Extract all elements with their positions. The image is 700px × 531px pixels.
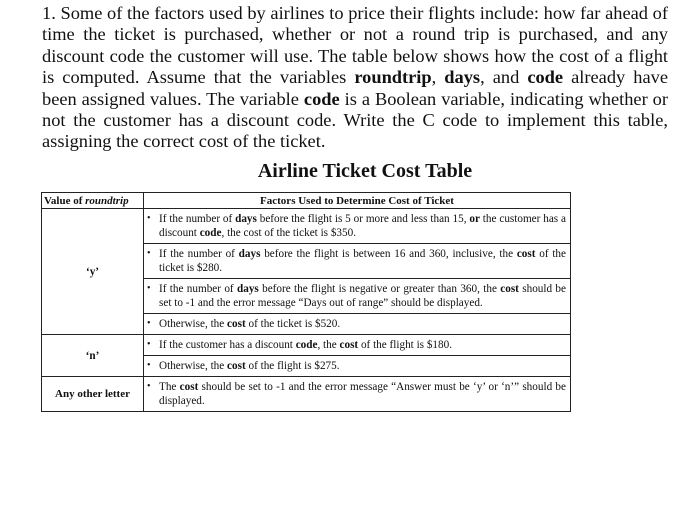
problem-text-1: 1. Some of the factors used by airlines to price their flights include: how far ahead of time the ticket is purchased, whether or not a round trip is purchased, and any discount code the customer will use. The table below shows how the cost of a flight is computed. Assume that the variables [42,3,668,88]
header-var: roundtrip [85,194,129,207]
table-row [42,209,571,335]
list-item [144,278,570,313]
bullet-text: If the number of days before the flight is between 16 and 360, inclusive, the cost of the ticket is $280. [159,248,566,274]
row-factors-y [144,209,571,335]
problem-statement [42,3,668,153]
row-value-y: ‘y’ [42,209,144,335]
var-code-2: code [303,88,340,109]
header-factors: Factors Used to Determine Cost of Ticket [144,193,571,209]
list-item [144,335,570,355]
bullet-text: Otherwise, the cost of the ticket is $520. [159,318,341,330]
table-row [42,335,571,377]
list-item [144,377,570,411]
row-factors-n [144,335,571,377]
list-item [144,209,570,243]
var-roundtrip: roundtrip [354,67,432,88]
row-value-other: Any other letter [42,377,144,412]
bullet-text: If the number of days before the flight is negative or greater than 360, the cost should be set to -1 and the error message “Days out of range” should be displayed. [159,283,566,309]
bullet-icon: • [147,283,151,294]
bullet-text: The cost should be set to -1 and the error message “Answer must be ‘y’ or ‘n’” should be displayed. [159,381,566,407]
bullet-icon: • [147,360,151,371]
bullet-icon: • [147,339,151,350]
header-value-of-roundtrip [42,193,144,209]
var-days: days [444,67,481,88]
table-header-row [42,193,571,209]
list-item [144,313,570,334]
list-item [144,243,570,278]
bullet-text: If the customer has a discount code, the cost of the flight is $180. [159,339,452,351]
cost-table [41,192,571,412]
bullet-icon: • [147,381,151,392]
table-title: Airline Ticket Cost Table [257,160,473,182]
var-code: code [527,67,564,88]
problem-text-3: is a Boolean variable, indicating whether or not the customer has a discount code. Write the C code to implement this table, assigning the correct cost of the ticket. [42,88,668,152]
bullet-text: Otherwise, the cost of the flight is $275. [159,360,340,372]
row-factors-other [144,377,571,412]
bullet-icon: • [147,318,151,329]
problem-text-2: already have been assigned values. The variable [42,67,668,109]
bullet-text: If the number of days before the flight is 5 or more and less than 15, or the customer has a discount code, the cost of the ticket is $350. [159,213,566,239]
bullet-icon: • [147,213,151,224]
list-item [144,355,570,376]
row-value-n: ‘n’ [42,335,144,377]
problem-comma: , [431,67,445,88]
bullet-icon: • [147,248,151,259]
problem-and: , and [480,67,528,88]
table-row [42,377,571,412]
header-prefix: Value of [44,194,86,207]
